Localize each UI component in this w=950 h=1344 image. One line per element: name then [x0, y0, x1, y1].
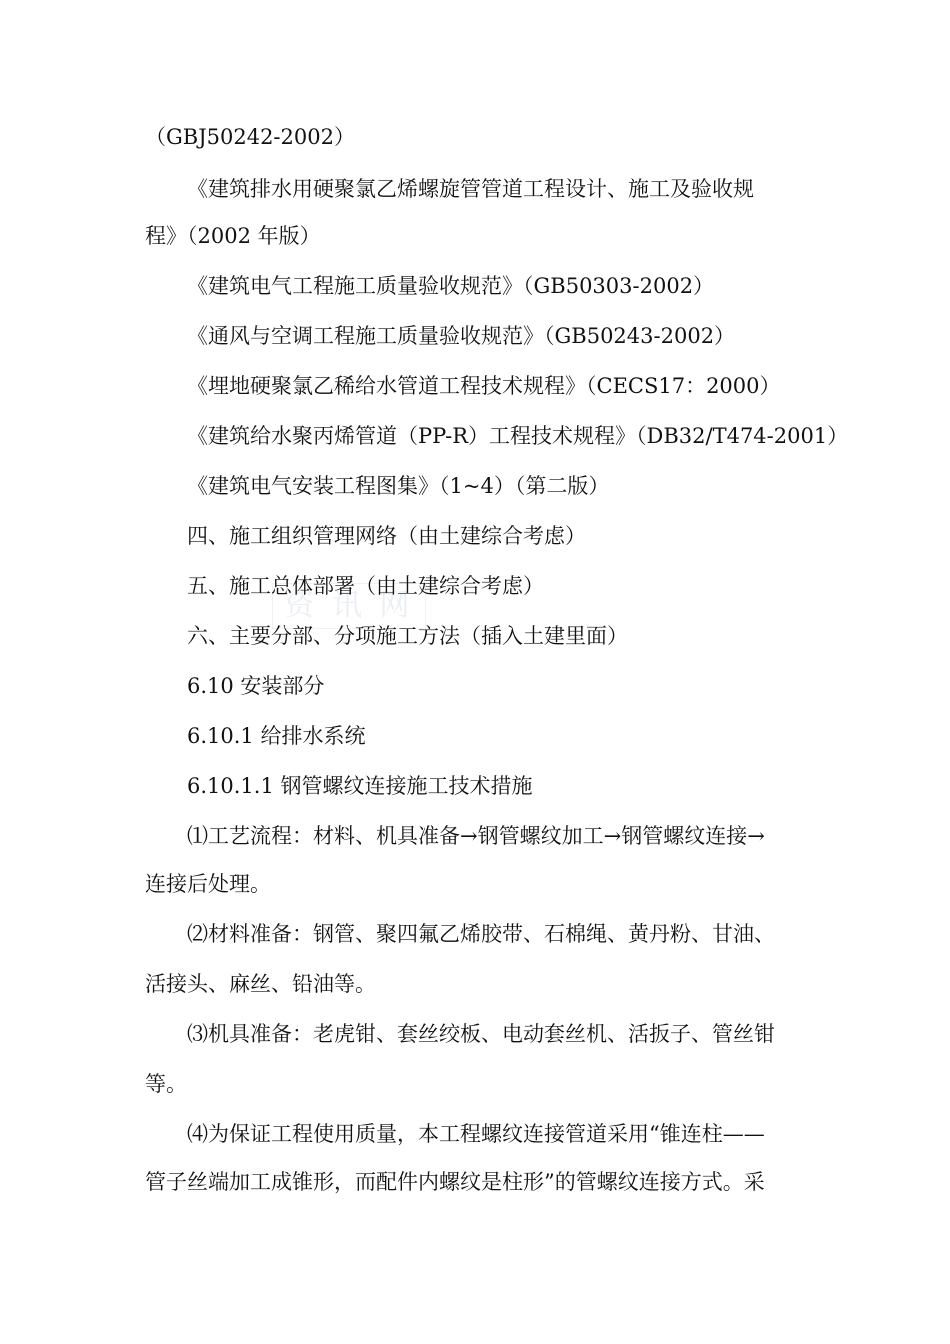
- watermark-stamp: 资 讯 网: [272, 583, 426, 629]
- text-line: 《建筑给水聚丙烯管道（PP-R）工程技术规程》（DB32/T474-2001）: [187, 424, 849, 448]
- text-line: 管子丝端加工成锥形，而配件内螺纹是柱形”的管螺纹连接方式。采: [145, 1170, 765, 1194]
- text-line: 五、施工总体部署（由土建综合考虑）: [187, 574, 544, 598]
- text-line: 《通风与空调工程施工质量验收规范》（GB50243-2002）: [187, 324, 736, 348]
- text-line: 6.10.1 给排水系统: [187, 724, 366, 748]
- text-line: ⑶机具准备：老虎钳、套丝绞板、电动套丝机、活扳子、管丝钳: [187, 1022, 775, 1046]
- text-line: 6.10 安装部分: [187, 674, 325, 698]
- text-line: 六、主要分部、分项施工方法（插入土建里面）: [187, 624, 628, 648]
- text-line: 四、施工组织管理网络（由土建综合考虑）: [187, 524, 586, 548]
- text-line: 程》（2002 年版）: [145, 224, 321, 248]
- text-line: ⑷为保证工程使用质量，本工程螺纹连接管道采用“锥连柱——: [187, 1122, 765, 1146]
- text-line: 《埋地硬聚氯乙稀给水管道工程技术规程》（CECS17：2000）: [187, 374, 781, 398]
- text-line: 《建筑排水用硬聚氯乙烯螺旋管管道工程设计、施工及验收规: [187, 177, 754, 201]
- text-line: 等。: [145, 1072, 187, 1096]
- text-line: ⑴工艺流程：材料、机具准备→钢管螺纹加工→钢管螺纹连接→: [187, 824, 765, 848]
- text-line: （GBJ50242-2002）: [145, 125, 355, 149]
- text-line: 6.10.1.1 钢管螺纹连接施工技术措施: [187, 774, 533, 798]
- text-line: 《建筑电气工程施工质量验收规范》（GB50303-2002）: [187, 274, 715, 298]
- text-line: 《建筑电气安装工程图集》（1~4）（第二版）: [187, 474, 610, 498]
- text-line: 连接后处理。: [145, 872, 271, 896]
- text-line: 活接头、麻丝、铅油等。: [145, 972, 376, 996]
- text-line: ⑵材料准备：钢管、聚四氟乙烯胶带、石棉绳、黄丹粉、甘油、: [187, 922, 775, 946]
